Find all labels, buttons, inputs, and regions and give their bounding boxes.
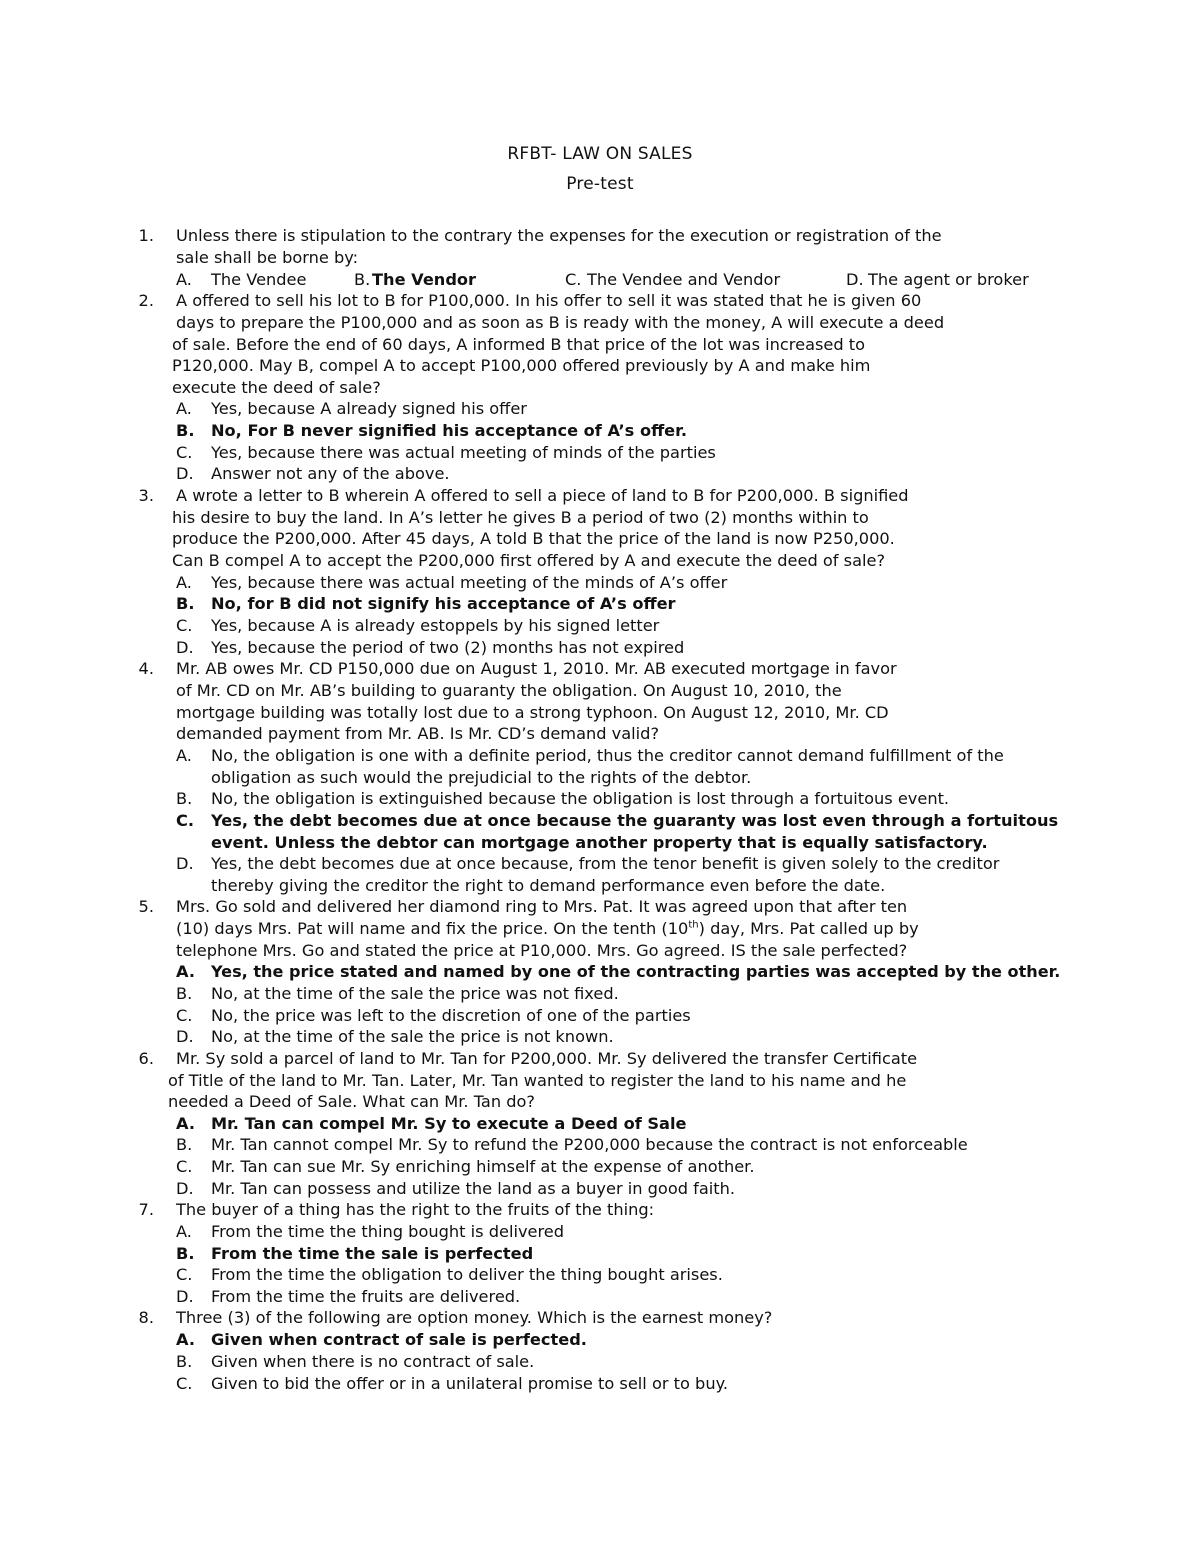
option-label: A.	[176, 746, 192, 765]
option-label: A.	[176, 1222, 192, 1241]
question-text: A offered to sell his lot to B for P100,000. In his offer to sell it was stated that he is given 60	[176, 291, 922, 310]
option-label: D.	[846, 270, 864, 289]
option-text: Mr. Tan can possess and utilize the land as a buyer in good faith.	[211, 1179, 736, 1198]
correct-answer: The Vendor	[372, 270, 477, 289]
option-label: B.	[176, 1244, 195, 1263]
question-text: of Mr. CD on Mr. AB’s building to guaranty the obligation. On August 10, 2010, the	[176, 681, 842, 700]
document-subtitle: Pre-test	[566, 174, 634, 194]
option-label: C.	[176, 616, 193, 635]
question-text: Can B compel A to accept the P200,000 first offered by A and execute the deed of sale?	[172, 551, 886, 570]
option-text: Yes, because the period of two (2) months has not expired	[211, 638, 685, 657]
question-number: 4.	[138, 659, 154, 678]
option-text: No, the price was left to the discretion of one of the parties	[211, 1006, 691, 1025]
option-text: Yes, because there was actual meeting of minds of the parties	[211, 443, 716, 462]
question-text: P120,000. May B, compel A to accept P100,000 offered previously by A and make him	[172, 356, 871, 375]
option-text: Mr. Tan can sue Mr. Sy enriching himself at the expense of another.	[211, 1157, 755, 1176]
option-text: Mr. Tan cannot compel Mr. Sy to refund the P200,000 because the contract is not enforceable	[211, 1135, 968, 1154]
option-text: The Vendee	[211, 270, 307, 289]
option-text: From the time the obligation to deliver the thing bought arises.	[211, 1265, 723, 1284]
question-text: needed a Deed of Sale. What can Mr. Tan do?	[168, 1092, 536, 1111]
option-text: No, the obligation is one with a definite period, thus the creditor cannot demand fulfillment of the	[211, 746, 1004, 765]
question-text: execute the deed of sale?	[172, 378, 381, 397]
question-text: of sale. Before the end of 60 days, A informed B that price of the lot was increased to	[172, 335, 866, 354]
question-number: 1.	[138, 226, 154, 245]
option-label: B.	[176, 1135, 193, 1154]
option-label: C.	[176, 1265, 193, 1284]
option-text: Yes, the debt becomes due at once because, from the tenor benefit is given solely to the creditor	[211, 854, 1000, 873]
option-label: C.	[565, 270, 582, 289]
option-text: The agent or broker	[868, 270, 1029, 289]
question-number: 3.	[138, 486, 154, 505]
question-number: 8.	[138, 1308, 154, 1327]
correct-answer: No, For B never signified his acceptance of A’s offer.	[211, 421, 687, 440]
option-text: From the time the fruits are delivered.	[211, 1287, 521, 1306]
option-label: D.	[176, 464, 194, 483]
correct-answer: No, for B did not signify his acceptance of A’s offer	[211, 594, 676, 613]
question-text: sale shall be borne by:	[176, 248, 359, 267]
question-text: Three (3) of the following are option money. Which is the earnest money?	[176, 1308, 773, 1327]
option-text: Yes, because A is already estoppels by his signed letter	[211, 616, 660, 635]
question-text: produce the P200,000. After 45 days, A told B that the price of the land is now P250,000.	[172, 529, 895, 548]
option-label: C.	[176, 443, 193, 462]
question-text: Unless there is stipulation to the contrary the expenses for the execution or registration of the	[176, 226, 942, 245]
option-text: No, at the time of the sale the price was not fixed.	[211, 984, 619, 1003]
question-text: Mr. AB owes Mr. CD P150,000 due on August 1, 2010. Mr. AB executed mortgage in favor	[176, 659, 897, 678]
option-label: A.	[176, 399, 192, 418]
option-text: thereby giving the creditor the right to demand performance even before the date.	[211, 876, 886, 895]
option-text: Yes, because A already signed his offer	[211, 399, 527, 418]
option-label: C.	[176, 811, 195, 830]
question-text: telephone Mrs. Go and stated the price at P10,000. Mrs. Go agreed. IS the sale perfected?	[176, 941, 908, 960]
option-label: A.	[176, 270, 192, 289]
option-text: No, the obligation is extinguished because the obligation is lost through a fortuitous event.	[211, 789, 950, 808]
option-text: Given when there is no contract of sale.	[211, 1352, 535, 1371]
question-text: demanded payment from Mr. AB. Is Mr. CD’s demand valid?	[176, 724, 660, 743]
correct-answer: Mr. Tan can compel Mr. Sy to execute a Deed of Sale	[211, 1114, 687, 1133]
document-title: RFBT- LAW ON SALES	[507, 144, 693, 164]
option-label: B.	[176, 984, 193, 1003]
question-number: 6.	[138, 1049, 154, 1068]
question-text: Mrs. Go sold and delivered her diamond ring to Mrs. Pat. It was agreed upon that after ten	[176, 897, 908, 916]
correct-answer: event. Unless the debtor can mortgage another property that is equally satisfactory.	[211, 833, 988, 852]
question-number: 2.	[138, 291, 154, 310]
option-label: D.	[176, 638, 194, 657]
option-label: C.	[176, 1006, 193, 1025]
correct-answer: From the time the sale is perfected	[211, 1244, 534, 1263]
question-text: mortgage building was totally lost due to a strong typhoon. On August 12, 2010, Mr. CD	[176, 703, 889, 722]
option-label: D.	[176, 1027, 194, 1046]
option-text: obligation as such would the prejudicial to the rights of the debtor.	[211, 768, 752, 787]
question-text: A wrote a letter to B wherein A offered to sell a piece of land to B for P200,000. B signified	[176, 486, 909, 505]
option-text: The Vendee and Vendor	[587, 270, 781, 289]
option-text: Given to bid the offer or in a unilateral promise to sell or to buy.	[211, 1374, 728, 1393]
option-label: C.	[176, 1157, 193, 1176]
option-text: Yes, because there was actual meeting of the minds of A’s offer	[211, 573, 728, 592]
option-text: No, at the time of the sale the price is not known.	[211, 1027, 614, 1046]
question-number: 7.	[138, 1200, 154, 1219]
option-label: B.	[176, 1352, 193, 1371]
question-text: The buyer of a thing has the right to the fruits of the thing:	[176, 1200, 655, 1219]
option-label: A.	[176, 1114, 195, 1133]
option-label: D.	[176, 854, 194, 873]
correct-answer: Yes, the price stated and named by one of the contracting parties was accepted by the other.	[211, 962, 1061, 981]
correct-answer: Given when contract of sale is perfected.	[211, 1330, 587, 1349]
option-label: D.	[176, 1179, 194, 1198]
question-number: 5.	[138, 897, 154, 916]
option-text: From the time the thing bought is delivered	[211, 1222, 565, 1241]
option-label: C.	[176, 1374, 193, 1393]
question-text: of Title of the land to Mr. Tan. Later, Mr. Tan wanted to register the land to his name and he	[168, 1071, 907, 1090]
option-label: A.	[176, 962, 195, 981]
question-text: his desire to buy the land. In A’s letter he gives B a period of two (2) months within to	[172, 508, 869, 527]
question-text: days to prepare the P100,000 and as soon as B is ready with the money, A will execute a deed	[176, 313, 945, 332]
option-label: B.	[354, 270, 371, 289]
option-label: B.	[176, 789, 193, 808]
option-label: D.	[176, 1287, 194, 1306]
option-label: A.	[176, 573, 192, 592]
question-text: Mr. Sy sold a parcel of land to Mr. Tan for P200,000. Mr. Sy delivered the transfer Certificate	[176, 1049, 918, 1068]
option-label: B.	[176, 594, 195, 613]
question-text: (10) days Mrs. Pat will name and fix the price. On the tenth (10th) day, Mrs. Pat called up by	[176, 919, 919, 938]
option-label: A.	[176, 1330, 195, 1349]
option-text: Answer not any of the above.	[211, 464, 450, 483]
option-label: B.	[176, 421, 195, 440]
correct-answer: Yes, the debt becomes due at once because the guaranty was lost even through a fortuitous	[211, 811, 1059, 830]
